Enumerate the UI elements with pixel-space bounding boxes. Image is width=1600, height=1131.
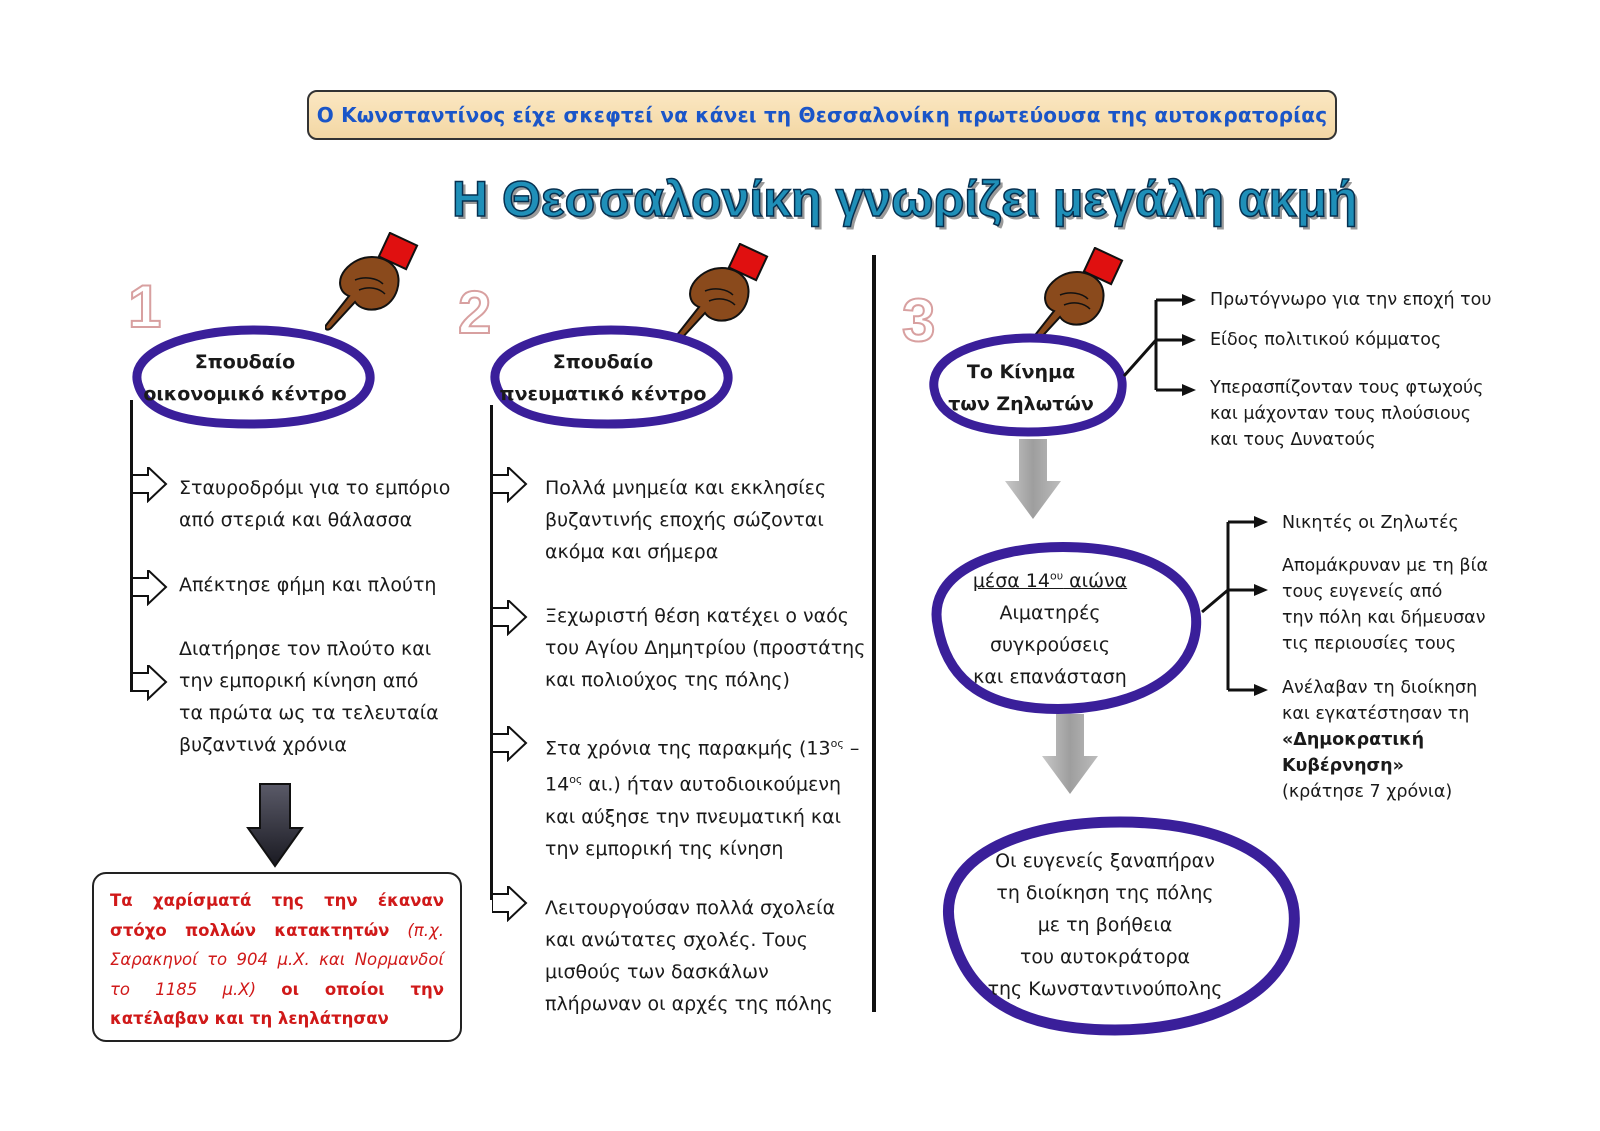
list-item: Σταυροδρόμι για το εμπόριο από στεριά και θάλασσα (179, 477, 451, 531)
number-2: 2 (458, 279, 492, 346)
bubble-1-text: Σπουδαίο οικονομικό κέντρο (143, 351, 347, 405)
arrow-right-icon (132, 570, 168, 606)
branch-item: Είδος πολιτικού κόμματος (1210, 330, 1442, 350)
number-3: 3 (902, 287, 936, 354)
list-item: Πολλά μνημεία και εκκλησίες βυζαντινής εποχής σώζονται ακόμα και σήμερα (545, 477, 827, 563)
branch-item: Απομάκρυναν με τη βία τους ευγενείς από την πόλη και δήμευσαν τις περιουσίες τους (1282, 556, 1489, 654)
arrow-right-icon (132, 467, 168, 503)
list-item: Λειτουργούσαν πολλά σχολεία και ανώτατες σχολές. Τους μισθούς των δασκάλων πλήρωναν οι αρχές της πόλης (545, 897, 836, 1015)
banner-box (307, 90, 1337, 140)
page-title: Η Θεσσαλονίκη γνωρίζει μεγάλη ακμή (452, 171, 1358, 227)
branch-item: Νικητές οι Ζηλωτές (1282, 513, 1459, 533)
list-item: Διατήρησε τον πλούτο και την εμπορική κίνηση από τα πρώτα ως τα τελευταία βυζαντινά χρόνια (179, 638, 439, 756)
branch-connector-2 (1200, 512, 1280, 702)
arrow-down-icon (246, 782, 304, 868)
branch-item: Πρωτόγνωρο για την εποχή του (1210, 290, 1492, 310)
arrow-right-icon (492, 467, 528, 503)
arrow-down-icon (1003, 437, 1063, 522)
bubble-5-text: Οι ευγενείς ξαναπήραν τη διοίκηση της πόλης με τη βοήθεια του αυτοκράτορα της Κωνσταντινούπολης (987, 850, 1223, 1000)
bubble-2-text: Σπουδαίο πνευματικό κέντρο (499, 351, 707, 405)
bubble-4-text: μέσα $14^{o\upsilon}$ αιώνα Αιματηρές συγκρούσεις και επανάσταση (972, 570, 1128, 689)
list-item: Απέκτησε φήμη και πλούτη (179, 574, 437, 596)
branch-item: Υπερασπίζονταν τους φτωχούς και μάχονταν τους πλούσιους και τους Δυνατούς (1210, 378, 1484, 450)
arrow-right-icon (492, 726, 528, 762)
result-box: Τα χαρίσματά της την έκαναν στόχο πολλών κατακτητών (π.χ. Σαρακηνοί το 904 μ.Χ. και Νορμανδοί το 1185 μ.Χ) οι οποίοι την κατέλαβαν και τη λεηλάτησαν (92, 872, 462, 1042)
arrow-right-icon (132, 665, 168, 701)
list-item: Ξεχωριστή θέση κατέχει ο ναός του Αγίου Δημητρίου (προστάτης και πολιούχος της πόλης) (545, 605, 866, 691)
arrow-right-icon (492, 886, 528, 922)
list-item: Στα χρόνια της παρακμής ($13^{o\varsigma}$ – $14^{o\varsigma}$ αι.) ήταν αυτοδιοικούμενη και αύξησε την πνευματική και την εμπορική της κίνηση (545, 737, 860, 860)
banner-text: Ο Κωνσταντίνος είχε σκεφτεί να κάνει τη Θεσσαλονίκη πρωτεύουσα της αυτοκρατορίας (316, 103, 1328, 127)
branch-connector-1 (1122, 290, 1202, 400)
arrow-right-icon (492, 600, 528, 636)
number-1: 1 (128, 273, 162, 340)
connector-line-1 (130, 400, 133, 692)
branch-item: Ανέλαβαν τη διοίκηση και εγκατέστησαν τη «Δημοκρατική Κυβέρνηση» (κράτησε 7 χρόνια) (1282, 678, 1478, 802)
column-divider (872, 255, 876, 1012)
bubble-3-text: Το Κίνημα των Ζηλωτών (948, 361, 1094, 415)
arrow-down-icon (1040, 712, 1100, 797)
